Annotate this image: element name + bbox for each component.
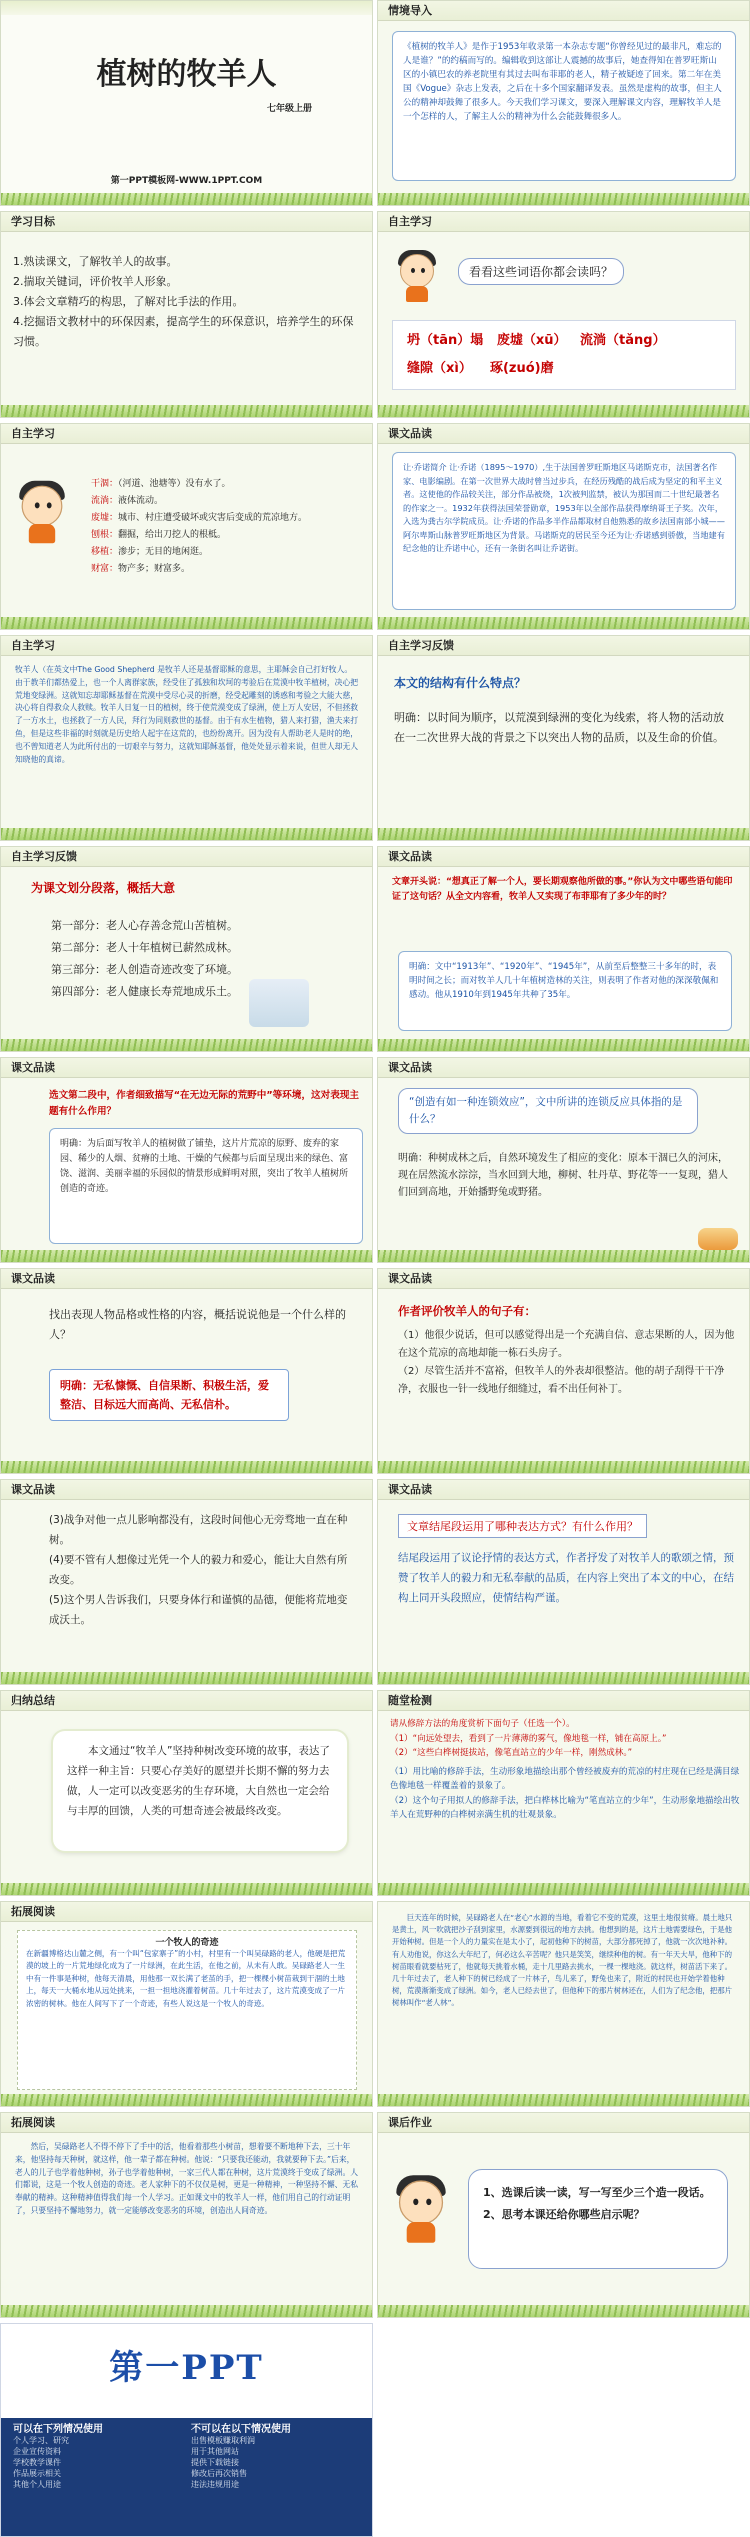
slide-header: 自主学习 [378, 212, 749, 232]
goal-item: 3.体会文章精巧的构思，了解对比手法的作用。 [13, 295, 244, 308]
slide-header: 课文品读 [1, 1058, 372, 1078]
grass-decoration [378, 2305, 749, 2317]
footer-logo: 第一PPT [109, 2348, 264, 2388]
intro-text: 《植树的牧羊人》是作于1953年收录第一本杂志专题“你曾经见过的最非凡，难忘的人是谁？”的约稿而写的。编辑收到这部让人震撼的故事后，她查得知在普罗旺斯山区的小镇巴农的养老院里有其过去叫布菲耶的老人，精子被疑迹了回来。第二年在美国《Vogue》杂志上发表，之后在十多个国家翻译发表。虽然是虚构的故事，但主人公的精神却鼓舞了很多人。今天我们学习课文，要深入理解课文内容，理解牧羊人是一个怎样的人，了解主人公的精神为什么会能鼓舞很多人。 [392, 31, 736, 181]
slide-header: 课文品读 [378, 1269, 749, 1289]
footer-allowed: 可以在下列情况使用 个人学习、研究 企业宣传资料 学校教学课件 作品展示相关 其他个人用途 [13, 2424, 103, 2489]
slide-environment[interactable] [0, 1057, 373, 1263]
homework-bubble: 1、选课后读一读，写一写至少三个造一段话。 2、思考本课还给你哪些启示呢？ [468, 2169, 728, 2269]
grass-decoration [378, 405, 749, 417]
word: 废墟（xū） [496, 333, 567, 348]
slide-words[interactable] [377, 211, 750, 418]
grass-decoration [378, 1250, 749, 1262]
grass-decoration [378, 1883, 749, 1895]
grass-decoration [1, 193, 372, 205]
top-band [1, 1, 372, 15]
question: “创造有如一种连锁效应”，文中所讲的连锁反应具体指的是什么？ [398, 1088, 698, 1134]
slide-chain[interactable] [377, 1057, 750, 1263]
grass-decoration [378, 1461, 749, 1473]
goal-item: 1.熟读课文，了解牧羊人的故事。 [13, 255, 178, 268]
slide-evaluation[interactable] [377, 1268, 750, 1474]
slide-summary[interactable] [0, 1690, 373, 1896]
slide-header: 随堂检测 [378, 1691, 749, 1711]
slide-header: 学习目标 [1, 212, 372, 232]
goal-item: 2.揣取关键词，评价牧羊人形象。 [13, 275, 178, 288]
slide-character[interactable] [0, 1268, 373, 1474]
slide-header: 归纳总结 [1, 1691, 372, 1711]
grass-decoration [1, 1461, 372, 1473]
slide-header: 课文品读 [1, 1480, 372, 1500]
grass-decoration [1, 1883, 372, 1895]
site-label: 第一PPT模板网-WWW.1PPT.COM [110, 176, 263, 186]
grass-decoration [378, 1672, 749, 1684]
answer: 明确：为后面写牧羊人的植树做了铺垫，这片片荒凉的原野、废弃的家园、稀少的人烟、贫瘠的土地、干燥的气候都与后面呈现出来的绿色、富饶、滋润、美丽幸福的乐园似的情景形成鲜明对照，突出了牧羊人植树所创造的奇迹。 [49, 1128, 363, 1244]
word-box [392, 320, 736, 390]
slide-sections[interactable] [0, 846, 373, 1052]
slide-header: 自主学习 [1, 636, 372, 656]
answer: 明确：以时间为顺序，以荒漠到绿洲的变化为线索，将人物的活动放在一二次世界大战的背景之下以突出人物的品质，以及生命的价值。 [394, 711, 724, 744]
slide-header: 课后作业 [378, 2113, 749, 2133]
page-title: 植树的牧羊人 [96, 57, 277, 92]
grass-decoration [1, 1672, 372, 1684]
slide-author[interactable] [377, 423, 750, 630]
goal-item: 4.挖掘语文教材中的环保因素，提高学生的环保意识，培养学生的环保习惯。 [13, 315, 354, 348]
question: 为课文划分段落，概括大意 [31, 881, 176, 895]
question: 找出表现人物品格或性格的内容，概括说说他是一个什么样的人？ [49, 1308, 346, 1341]
question: 本文的结构有什么特点？ [394, 676, 527, 690]
grass-decoration [1, 2094, 372, 2106]
footer-panel [1, 2418, 372, 2536]
quiz-content: 请从修辞方法的角度赏析下面句子（任选一个）。 （1）“向远处望去，看到了一片薄薄的雾气，像地毯一样，铺在高原上。” （2）“这些白桦树挺拔站，像笔直站立的少年一样，刚然成林。” （1）用比喻的修辞手法，生动形象地描绘出那个曾经被废弃的荒凉的村庄现在已经是满目绿色像地毯一样覆盖着的景象了。 （2）这个句子用拟人的修辞手法，把白桦林比喻为“笔直站立的少年”，生动形象地描绘出牧羊人在荒野种的白桦树亲满生机的壮观景象。 [390, 1719, 740, 1820]
quote-list: (3)战争对他一点儿影响都没有，这段时间他心无旁骛地一直在种树。 (4)要不管有人想像过光凭一个人的毅力和爱心，能让大自然有所改变。 (5)这个男人告诉我们，只要身体行和谨慎的品德，便能将荒地变成沃土。 [49, 1514, 348, 1626]
illustration-icon [249, 979, 309, 1027]
question: 选文第二段中，作者细致描写“在无边无际的荒野中”等环境，这对表现主题有什么作用？ [49, 1090, 360, 1117]
slide-header: 自主学习反馈 [1, 847, 372, 867]
grass-decoration [378, 1039, 749, 1051]
question: 文章开头说：“想真正了解一个人，要长期观察他所做的事。”你认为文中哪些语句能印证了这句话？从全文内容看，牧羊人又实现了布菲耶有了多少年的时？ [392, 877, 733, 902]
word: 流淌（tǎng） [580, 333, 666, 348]
speech-bubble: 看看这些词语你都会读吗？ [458, 258, 624, 285]
word: 坍（tān）塌 [407, 333, 484, 348]
word: 缝隙（xì） [407, 361, 472, 376]
slide-header: 拓展阅读 [1, 2113, 372, 2133]
slide-structure[interactable] [377, 635, 750, 841]
boy-avatar-icon [14, 481, 69, 543]
reading-text: 巨天连年的时候，吴碌路老人在“老心”水源的当地，看着它不变的荒漠，这里土地很贫瘠。晨土地只是黄土，风一吹就把沙子刮到家里，水源要到很远的地方去挑。他想到的是，这片土地需要绿色，于是他开始种树。但是一个人的力量实在是太小了，起初他种下的树苗，大部分都死掉了，他就一次次地补种。有人劝他说，你这么大年纪了，何必这么辛苦呢？他只是笑笑，继续种他的树。有一年天大旱，他种下的树苗眼看就要枯死了，他就每天挑着水桶，走十几里路去挑水，一棵一棵地浇。就这样，树苗活下来了。几十年过去了，老人种下的树已经成了一片林子，鸟儿来了，野兔也来了，附近的村民也开始学着他种树，荒漠渐渐变成了绿洲。如今，老人已经去世了，但他种下的那片树林还在，人们为了纪念他，把那片树林叫作“老人林”。 [392, 1913, 733, 2008]
slide-shepherd[interactable] [0, 635, 373, 841]
question: 文章结尾段运用了哪种表达方式？有什么作用？ [398, 1514, 647, 1538]
grass-decoration [1, 1039, 372, 1051]
answer: 明确：种树成林之后，自然环境发生了相应的变化：原本干涸已久的河床，现在居然流水淙淙，当水回到大地，柳树、牡丹草、野花等一一复现，猎人们回到高地，开始播野兔或野猪。 [398, 1153, 728, 1198]
section-title: 作者评价牧羊人的句子有： [398, 1304, 536, 1318]
animal-icon [698, 1228, 738, 1250]
grass-decoration [1, 1250, 372, 1262]
reading-text: 在新疆博格达山麓之侧，有一个叫“包家寨子”的小村，村里有一个叫吴碌路的老人，他硬是把荒漠的坡上的一片荒地绿化成为了一片绿洲，在此生活，在他之前，从未有人敢。吴碌路老人一生中有一件事是种树，他每天清晨，用他那一双长满了老茧的手，把一棵棵小树苗栽到干涸的土地上，每天一大桶水地从远处挑来，一担一担地浇灌着树苗。几十年过去了，这片荒漠变成了一片浓密的树林。他在人间写下了一个奇迹，有些人说这是一个牧人的奇迹。 [26, 1949, 346, 2008]
slide-extended-reading-1[interactable] [0, 1901, 373, 2107]
slide-extended-reading-3[interactable] [0, 2112, 373, 2318]
slide-header: 课文品读 [378, 1058, 749, 1078]
reading-title: 一个牧人的奇迹 [155, 1938, 219, 1948]
section-list: 第一部分：老人心存善念荒山苦植树。 第二部分：老人十年植树已薪然成林。 第三部分：老人创造奇迹改变了环境。 第四部分：老人健康长寿荒地成乐土。 [51, 919, 238, 998]
boy-avatar-icon [391, 2175, 451, 2243]
grass-decoration [1, 617, 372, 629]
slide-header: 课文品读 [1, 1269, 372, 1289]
grass-decoration [1, 828, 372, 840]
grass-decoration [378, 193, 749, 205]
slide-homework[interactable] [377, 2112, 750, 2318]
grass-decoration [1, 405, 372, 417]
slide-header: 情境导入 [378, 1, 749, 21]
word: 琢(zuó)磨 [489, 361, 554, 376]
reading-box [17, 1930, 357, 2090]
grade-label: 七年级上册 [266, 104, 312, 114]
slide-header: 自主学习 [1, 424, 372, 444]
reading-text: 然后，吴碌路老人不得不停下了手中的活，他看着那些小树苗，想着要不断地种下去，三十年来，他坚持每天种树，就这样，他一辈子都在种树。他说：“只要我还能动，我就要种下去。”后来，老人的儿子也学着他种树，孙子也学着他种树，一家三代人都在种树，这片荒漠终于变成了绿洲。人们都说，这是一个牧人创造的奇迹。老人家种下的不仅仅是树，更是一种精神，一种坚持不懈、无私奉献的精神。这种精神值得我们每一个人学习。正如课文中的牧羊人一样，他们用自己的行动证明了，只要坚持不懈地努力，就一定能够改变恶劣的环境，创造出人间奇迹。 [15, 2142, 359, 2215]
slide-header: 自主学习反馈 [378, 636, 749, 656]
quote-list: （1）他很少说话，但可以感觉得出是一个充满自信、意志果断的人，因为他在这个荒凉的高地却能一栋石头房子。 （2）尽管生活并不富裕，但牧羊人的外表却很整洁。他的胡子刮得干干净净，衣服也一针一线地仔细缝过，看不出任何补丁。 [398, 1330, 735, 1395]
slide-header: 拓展阅读 [1, 1902, 372, 1922]
grass-decoration [378, 828, 749, 840]
slide-title[interactable] [0, 0, 373, 206]
answer: 结尾段运用了议论抒情的表达方式，作者抒发了对牧羊人的歌颂之情，预赞了牧羊人的毅力和无私奉献的品质，在内容上突出了本文的中心，在结构上同开头段照应，使情结构严谨。 [398, 1552, 734, 1604]
slide-header: 课文品读 [378, 424, 749, 444]
grass-decoration [378, 617, 749, 629]
slide-ending[interactable] [377, 1479, 750, 1685]
answer: 明确：无私慷慨、自信果断、积极生活，爱整洁、目标远大而高尚、无私信朴。 [49, 1369, 289, 1421]
slide-header: 课文品读 [378, 847, 749, 867]
author-text: 让·乔诺简介 让·乔诺（1895～1970）,生于法国普罗旺斯地区马诺斯克市，法国著名作家、电影编剧。在第一次世界大战时曾当过步兵，在经历残酷的战后成为坚定的和平主义者。这使他的作品较关注，部分作品被烧，1次被判监禁，被认为那国而二十世纪最著名的作家之一。1932年获得法国荣誉勋章，1953年以全部作品获得摩纳哥王子奖。次年，入选为龚古尔学院成员。让·乔诺的作品多半作品都取材自他熟悉的故乡法国南部小城——阿尔卑斯山脉普罗旺斯地区为背景。马诺斯克的居民至今还为让·乔诺感到骄傲，当地建有纪念他的让乔诺中心，还有一条街名叫让乔诺街。 [392, 452, 736, 610]
slide-more-quotes[interactable] [0, 1479, 373, 1685]
blank-area [377, 2323, 750, 2537]
grass-decoration [378, 2094, 749, 2106]
summary-text: 本文通过“牧羊人”坚持种树改变环境的故事，表达了这样一种主旨：只要心存美好的愿望并长期不懈的努力去做，人一定可以改变恶劣的生存环境，大自然也一定会给与丰厚的回馈，人类的可想奇迹会被最终改变。 [53, 1731, 347, 1851]
slide-extended-reading-2[interactable] [377, 1901, 750, 2107]
slide-header: 课文品读 [378, 1480, 749, 1500]
shepherd-text: 牧羊人（在英文中The Good Shepherd 是牧羊人还是基督耶稣的意思，主耶稣会自己打好牧人。由于教羊们都热爱上，也一个人离群家族，经受住了孤独和坎坷的考验后在荒漠中牧羊植树，决心把荒地变绿洲。这就知忘却耶稣基督在荒漠中受尽心灵的折磨，经受起雕刻的诱惑和考验之大能大慈，决心将自得救众人救赎。牧羊人日复一日的植树，终于使荒漠变成了绿洲，使上万人安居，不但拯救了一方水土，也拯救了一方人民，拜行为同则救世的基督。由于有水生植物，猎人来打猎，渔夫来打鱼，但是这些非福的时刻就是历史给人起宇在这荒的，也纷纷离开。因为没有人帮助老人是时的绝，也不曾知道老人为此所付出的一切艰辛与努力，这就知耶稣基督，他处处显示着来说，但世人却无人知晓他的真谛。 [15, 665, 359, 764]
footer-forbidden: 不可以在以下情况使用 出售模板赚取利润 用于其他网站 提供下载链接 修改后再次销售 违法违规用途 [191, 2424, 291, 2489]
slide-footer[interactable] [0, 2323, 373, 2537]
slide-goals[interactable] [0, 211, 373, 418]
answer: 明确：文中“1913年”、“1920年”、“1945年”，从前至后整整三十多年的时，表明时间之长；而对牧羊人几十年植树造林的关注，则表明了作者对他的深深敬佩和感动。他从1910年到1945年共种了35年。 [398, 951, 732, 1031]
slide-vocab[interactable] [0, 423, 373, 630]
slide-quiz[interactable] [377, 1690, 750, 1896]
vocab-list: 干涸：（河道、池塘等）没有水了。 流淌：液体流动。 废墟：城市、村庄遭受破坏或灾害后变成的荒凉地方。 刨根：翻掘，给出刀挖人的根柢。 移植：渗步；无目的地闲逛。 财富：物产多；财富多。 [91, 479, 308, 574]
slide-time[interactable] [377, 846, 750, 1052]
goal-list [1, 232, 372, 360]
slide-intro[interactable] [377, 0, 750, 206]
boy-avatar-icon [394, 250, 440, 302]
grass-decoration [1, 2305, 372, 2317]
